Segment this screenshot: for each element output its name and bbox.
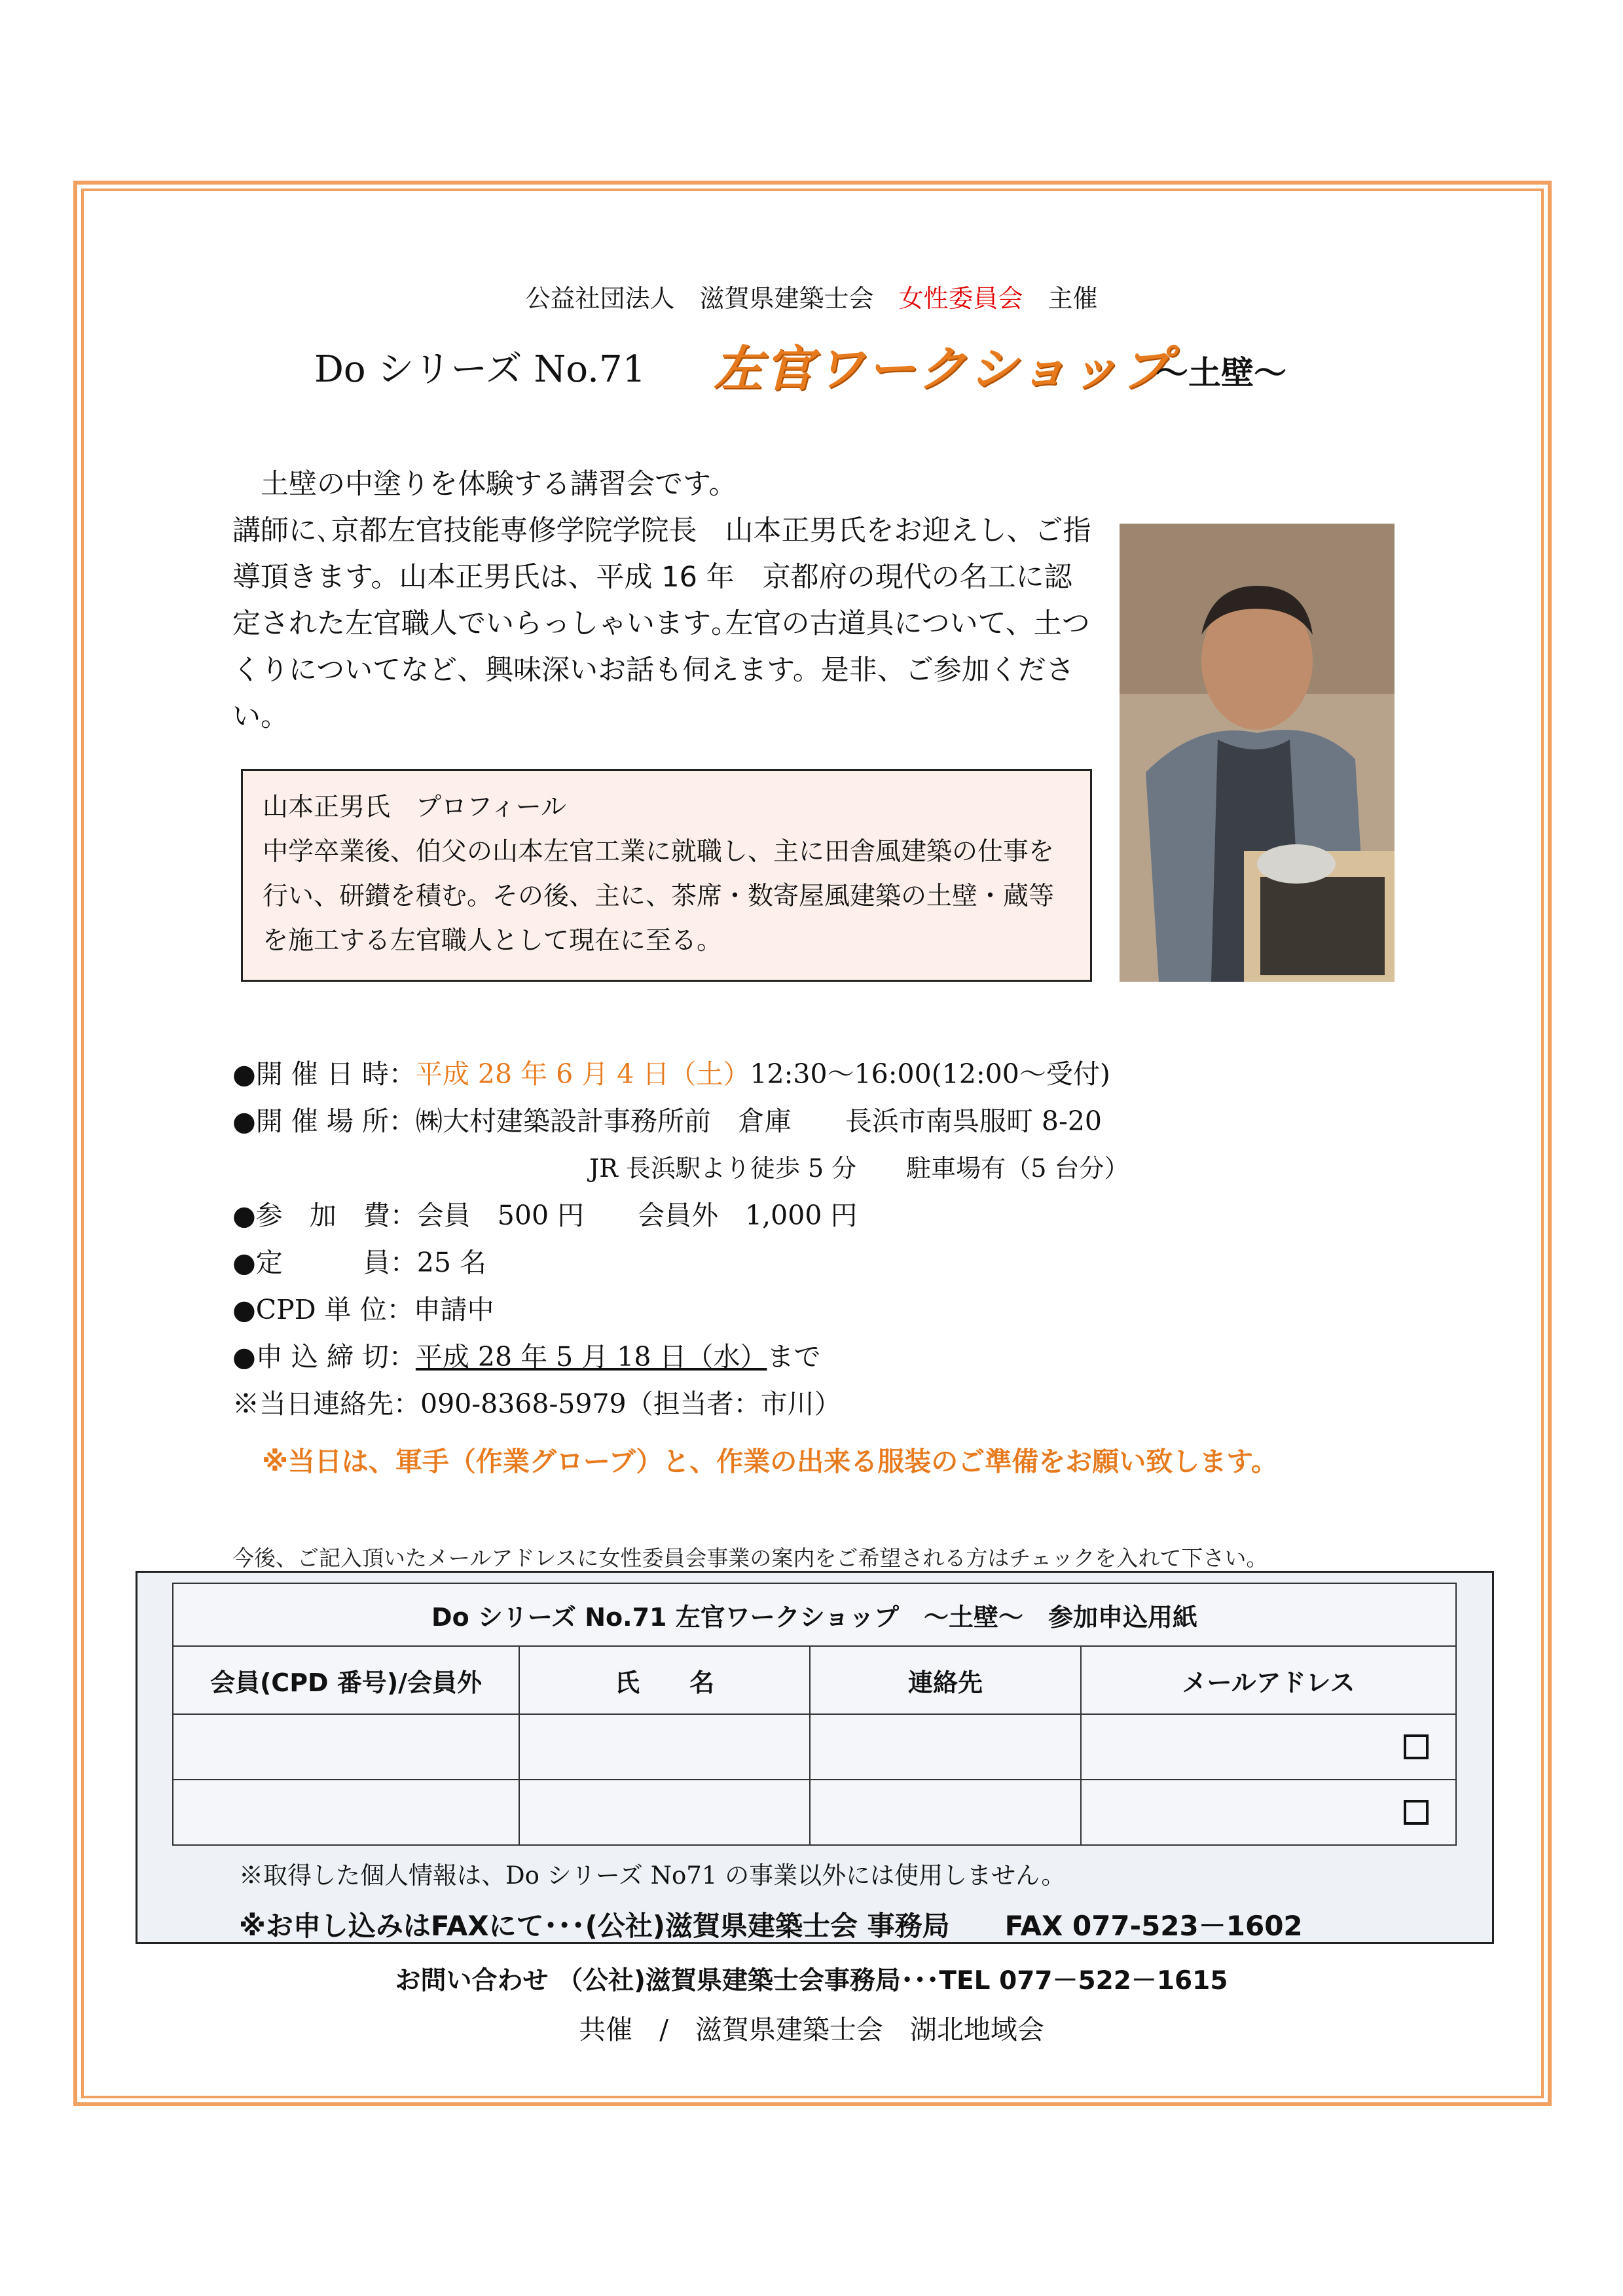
access-value: JR 長浜駅より徒歩 5 分 駐車場有（5 台分） <box>589 1154 1129 1183</box>
host-committee: 女性委員会 <box>898 284 1023 313</box>
email-checkbox[interactable] <box>1404 1800 1429 1825</box>
deadline-value: 平成 28 年 5 月 18 日（水） <box>415 1341 767 1372</box>
date-time: 12:30～16:00(12:00～受付) <box>750 1058 1110 1090</box>
capacity-value: 25 名 <box>416 1247 486 1278</box>
workshop-title: 左官ワークショップ <box>714 341 1173 397</box>
contact-label: ※当日連絡先： <box>232 1388 420 1420</box>
cpd-label: ●CPD 単 位： <box>232 1294 414 1325</box>
application-form <box>172 1583 1457 1846</box>
cpd-value: 申請中 <box>413 1294 494 1325</box>
capacity-label: ●定 員： <box>232 1247 417 1278</box>
host-suffix: 主催 <box>1023 284 1098 313</box>
col-email: メールアドレス <box>1081 1646 1456 1714</box>
col-name: 氏 名 <box>519 1646 810 1714</box>
form-row <box>173 1780 1456 1845</box>
member-field[interactable] <box>173 1714 519 1780</box>
contact-field[interactable] <box>810 1714 1081 1780</box>
form-row <box>173 1714 1456 1780</box>
member-field[interactable] <box>173 1780 519 1845</box>
place-value: ㈱大村建築設計事務所前 倉庫 長浜市南呉服町 8-20 <box>415 1105 1103 1137</box>
profile-title: 山本正男氏 プロフィール <box>263 793 567 822</box>
name-field[interactable] <box>519 1780 810 1845</box>
privacy-note: ※取得した個人情報は、Do シリーズ No71 の事業以外には使用しません。 <box>239 1861 1066 1890</box>
opt-in-note: 今後、ご記入頂いたメールアドレスに女性委員会事業の案内をご希望される方はチェックを入れて下さい。 <box>232 1545 1268 1571</box>
detail-capacity <box>232 1239 1129 1286</box>
contact-field[interactable] <box>810 1780 1081 1845</box>
form-title: Do シリーズ No.71 左官ワークショップ ～土壁～ 参加申込用紙 <box>173 1583 1456 1646</box>
event-details <box>232 1050 1129 1427</box>
intro-body: 講師に､京都左官技能専修学院学院長 山本正男氏をお迎えし、ご指導頂きます。山本正男氏は、平成 16 年 京都府の現代の名工に認定された左官職人でいらっしゃいます｡左官の古道具について、土つくりについてなど、興味深いお話も伺えます。是非、ご参加ください。 <box>232 514 1091 733</box>
preparation-notice: ※当日は、軍手（作業グローブ）と、作業の出来る服装のご準備をお願い致します。 <box>262 1446 1278 1477</box>
fee-value: 会員 500 円 会員外 1,000 円 <box>416 1200 858 1231</box>
date-value: 平成 28 年 6 月 4 日（土） <box>415 1058 750 1090</box>
detail-deadline <box>232 1333 1129 1380</box>
deadline-suffix: まで <box>767 1341 821 1372</box>
fax-instructions: ※お申し込みはFAXにて･･･(公社)滋賀県建築士会 事務局 FAX 077-523－1602 <box>239 1910 1303 1942</box>
instructor-photo <box>1120 524 1395 982</box>
contact-value: 090-8368-5979（担当者：市川） <box>420 1388 841 1420</box>
date-label: ●開 催 日 時： <box>232 1058 416 1090</box>
detail-fee <box>232 1192 1129 1239</box>
detail-access <box>232 1145 1129 1192</box>
inquiry-line: お問い合わせ （公社)滋賀県建築士会事務局･･･TEL 077－522－1615 <box>395 1966 1228 1996</box>
fee-label: ●参 加 費： <box>232 1200 417 1231</box>
profile-box <box>241 769 1092 982</box>
instructor-photo-graphic <box>1120 524 1395 982</box>
detail-contact <box>232 1380 1129 1427</box>
col-member: 会員(CPD 番号)/会員外 <box>173 1646 519 1714</box>
host-line <box>0 278 1623 314</box>
intro-line1: 土壁の中塗りを体験する講習会です。 <box>232 468 737 501</box>
deadline-label: ●申 込 締 切： <box>232 1341 416 1372</box>
intro-text <box>232 461 1097 740</box>
detail-date <box>232 1050 1129 1098</box>
name-field[interactable] <box>519 1714 810 1780</box>
host-prefix: 公益社団法人 滋賀県建築士会 <box>525 284 899 313</box>
col-contact: 連絡先 <box>810 1646 1081 1714</box>
series-title: Do シリーズ No.71 <box>314 348 646 391</box>
detail-place <box>232 1098 1129 1145</box>
workshop-subtitle: ～土壁～ <box>1156 354 1286 392</box>
detail-cpd <box>232 1286 1129 1333</box>
profile-text: 中学卒業後、伯父の山本左官工業に就職し、主に田舎風建築の仕事を行い、研鑚を積む。その後、主に、茶席・数寄屋風建築の土壁・蔵等を施工する左官職人として現在に至る。 <box>263 837 1055 956</box>
email-field[interactable] <box>1081 1714 1456 1780</box>
place-label: ●開 催 場 所： <box>232 1105 416 1137</box>
email-checkbox[interactable] <box>1404 1734 1429 1759</box>
cohost-line: 共催 / 滋賀県建築士会 湖北地域会 <box>579 2014 1044 2045</box>
email-field[interactable] <box>1081 1780 1456 1845</box>
